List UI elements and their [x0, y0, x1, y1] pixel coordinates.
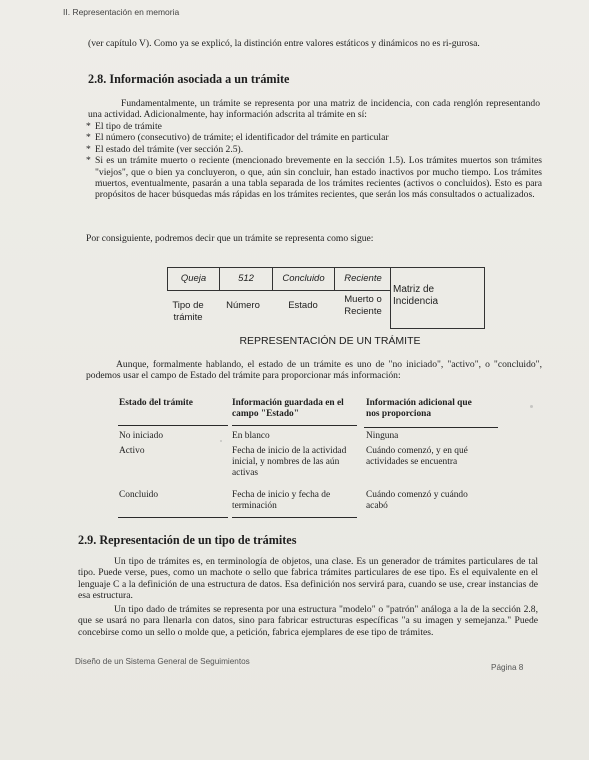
table-rule — [232, 517, 357, 518]
diagram-label-estado: Estado — [288, 300, 318, 311]
table-cell: Ninguna — [366, 431, 399, 441]
table-rule — [364, 427, 498, 428]
table-cell: Activo — [119, 446, 145, 456]
attribute-bullet-list — [86, 121, 542, 201]
bullet-text: El tipo de trámite — [95, 121, 162, 132]
bullet-item — [86, 121, 542, 132]
bullet-item — [86, 132, 542, 143]
scan-speck — [530, 405, 533, 408]
table-cell: Cuándo comenzó y cuándo acabó — [366, 490, 468, 512]
diagram-cell-tipo: Queja — [180, 273, 207, 284]
table-header-informacion-adicional: Información adicional que nos proporciona — [366, 398, 472, 420]
table-rule — [118, 425, 228, 426]
section-2-8-title: 2.8. Información asociada a un trámite — [88, 72, 290, 86]
bullet-text: El estado del trámite (ver sección 2.5). — [95, 143, 244, 155]
diagram-cell-reciente: Reciente — [344, 273, 382, 284]
bullet-star-icon: * — [86, 121, 91, 132]
table-cell: Fecha de inicio y fecha de terminación — [232, 490, 331, 512]
section-2-9-title: 2.9. Representación de un tipo de trámites — [78, 533, 297, 547]
bullet-item — [86, 144, 542, 155]
bullet-star-icon: * — [86, 132, 91, 144]
table-rule — [118, 517, 228, 518]
diagram-matrix-label: Matriz de Incidencia — [393, 284, 439, 307]
diagram-label-tipo: Tipo de trámite — [172, 300, 204, 323]
bullet-text: Si es un trámite muerto o reciente (mencionado brevemente en la sección 1.5). Los trámites muertos son trámites "viejos", que o bien ya concluyeron, o que, aún sin concluir, han estado inactivos por mucho tiempo. Los trámites muertos, eventualmente, pasarán a una tabla separada de los trámites recientes (activos o concluidos). Esto es para propósitos de hacer búsquedas más rápidas en los trámites recientes, que serán los más consultados o actualizados. — [95, 155, 542, 201]
state-paragraph: Aunque, formalmente hablando, el estado de un trámite es uno de "no iniciado", "activo", o "concluido", podemos usar el campo de Estado del trámite para proporcionar más información: — [86, 359, 542, 382]
diagram-label-reciente: Muerto o Reciente — [344, 294, 382, 317]
diagram-cell-numero: 512 — [238, 273, 254, 284]
bullet-star-icon: * — [86, 155, 91, 167]
table-rule — [232, 425, 357, 426]
table-cell: En blanco — [232, 431, 270, 441]
section-2-8-paragraph-2: Por consiguiente, podremos decir que un trámite se representa como sigue: — [86, 233, 374, 244]
section-2-9-paragraph-2: Un tipo dado de trámites se representa por una estructura "modelo" o "patrón" análoga a la de la sección 2.8, que se usará no para llenarla con datos, sino para fabricar estructuras específicas "a su imagen y semejanza." Puede concebirse como un sello o molde que, a petición, fabrica ejemplares de ese tipo de trámites. — [78, 604, 538, 638]
section-2-9-paragraph-1: Un tipo de trámites es, en terminología de objetos, una clase. Es un generador de trámites particulares de tal tipo. Puede verse, pues, como un machote o sello que fabrica trámites particulares de ese tipo. Es el equivalente en el lenguaje C a la definición de una estructura de datos. Esa definición nos servirá para, cuando se use, crear instancias de esa estructura. — [78, 556, 538, 602]
diagram-caption: REPRESENTACIÓN DE UN TRÁMITE — [239, 335, 421, 347]
table-cell: Cuándo comenzó, y en qué actividades se encuentra — [366, 446, 468, 468]
table-cell: Concluido — [119, 490, 159, 500]
bullet-item — [86, 155, 542, 201]
footer-title: Diseño de un Sistema General de Seguimientos — [75, 657, 250, 666]
diagram-cell-estado: Concluido — [282, 273, 325, 284]
bullet-star-icon: * — [86, 143, 91, 155]
table-header-informacion-guardada: Información guardada en el campo "Estado" — [232, 398, 344, 420]
running-header: II. Representación en memoria — [63, 7, 180, 17]
diagram-label-numero: Número — [226, 300, 260, 311]
intro-paragraph: (ver capítulo V). Como ya se explicó, la distinción entre valores estáticos y dinámicos no es ri-gurosa. — [88, 38, 480, 49]
page-number: Página 8 — [491, 663, 524, 672]
table-cell: No iniciado — [119, 431, 164, 441]
table-cell: Fecha de inicio de la actividad inicial, y nombres de las aún activas — [232, 446, 347, 479]
section-2-8-paragraph-1: Fundamentalmente, un trámite se representa por una matriz de incidencia, con cada renglón representando una actividad. Adicionalmente, hay información adscrita al trámite en sí: — [88, 98, 540, 121]
table-header-estado: Estado del trámite — [119, 398, 193, 408]
bullet-text: El número (consecutivo) de trámite; el identificador del trámite en particular — [95, 132, 389, 144]
